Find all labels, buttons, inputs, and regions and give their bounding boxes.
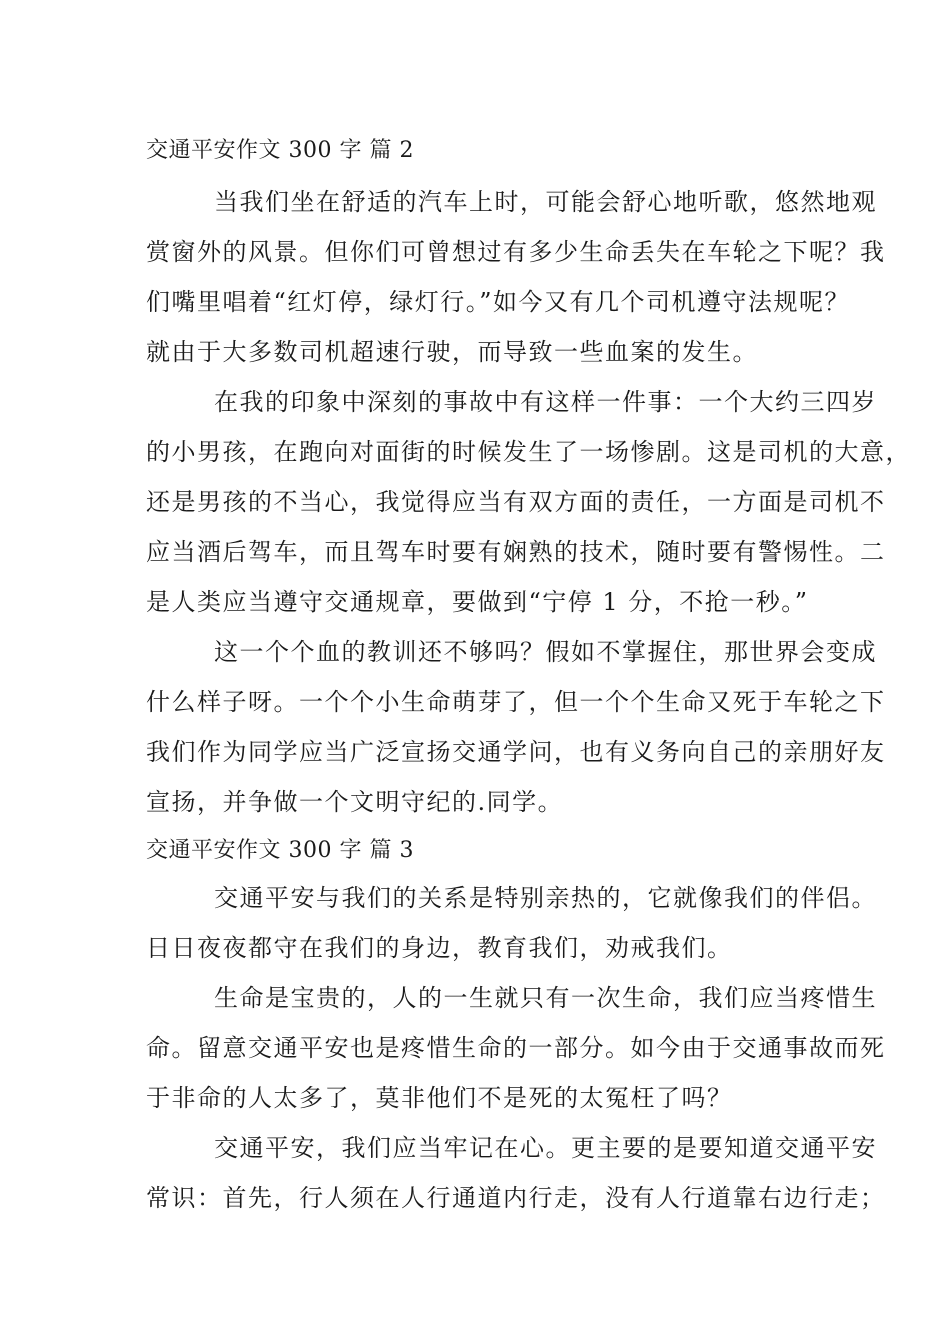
text-line: 是人类应当遵守交通规章，要做到“宁停 1 分，不抢一秒。”	[146, 588, 809, 616]
text-line: 们嘴里唱着“红灯停，绿灯行。”如今又有几个司机遵守法规呢？	[146, 288, 851, 316]
text-line: 还是男孩的不当心，我觉得应当有双方面的责任，一方面是司机不	[146, 488, 886, 516]
section-heading: 交通平安作文 300 字 篇 2	[146, 138, 414, 163]
text-line: 这一个个血的教训还不够吗？假如不掌握住，那世界会变成	[214, 638, 877, 666]
text-line: 常识：首先，行人须在人行通道内行走，没有人行道靠右边行走；	[146, 1184, 886, 1212]
text-line: 宣扬，并争做一个文明守纪的.同学。	[146, 788, 564, 816]
text-line: 交通平安，我们应当牢记在心。更主要的是要知道交通平安	[214, 1134, 877, 1162]
text-line: 日日夜夜都守在我们的身边，教育我们，劝戒我们。	[146, 934, 733, 962]
text-line: 生命是宝贵的，人的一生就只有一次生命，我们应当疼惜生	[214, 984, 877, 1012]
text-line: 命。留意交通平安也是疼惜生命的一部分。如今由于交通事故而死	[146, 1034, 886, 1062]
text-line: 的小男孩，在跑向对面街的时候发生了一场惨剧。这是司机的大意，	[146, 438, 911, 466]
text-line: 应当酒后驾车，而且驾车时要有娴熟的技术，随时要有警惕性。二	[146, 538, 886, 566]
text-line: 在我的印象中深刻的事故中有这样一件事：一个大约三四岁	[214, 388, 877, 416]
text-line: 于非命的人太多了，莫非他们不是死的太冤枉了吗？	[146, 1084, 733, 1112]
text-line: 什么样子呀。一个个小生命萌芽了，但一个个生命又死于车轮之下	[146, 688, 886, 716]
section-heading: 交通平安作文 300 字 篇 3	[146, 838, 414, 863]
text-line: 我们作为同学应当广泛宣扬交通学问，也有义务向自己的亲朋好友	[146, 738, 886, 766]
text-line: 赏窗外的风景。但你们可曾想过有多少生命丢失在车轮之下呢？我	[146, 238, 886, 266]
text-line: 当我们坐在舒适的汽车上时，可能会舒心地听歌，悠然地观	[214, 188, 877, 216]
text-line: 交通平安与我们的关系是特别亲热的，它就像我们的伴侣。	[214, 884, 877, 912]
text-line: 就由于大多数司机超速行驶，而导致一些血案的发生。	[146, 338, 758, 366]
